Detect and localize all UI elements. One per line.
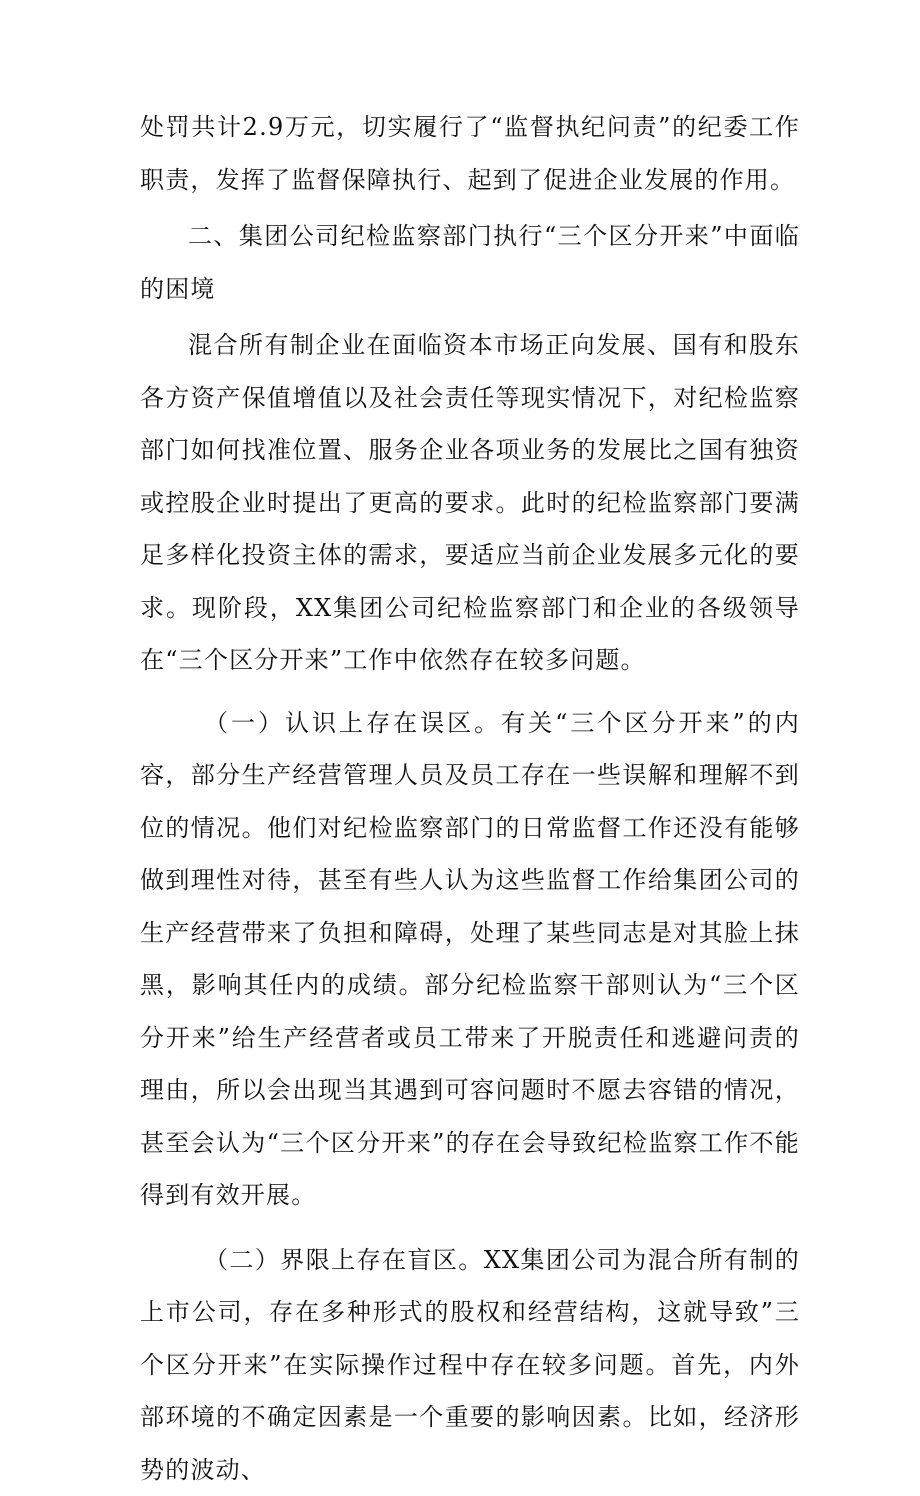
paragraph-point-two: （二）界限上存在盲区。XX集团公司为混合所有制的上市公司，存在多种形式的股权和经营结构，这就导致”三个区分开来”在实际操作过程中存在较多问题。首先，内外部环境的不确定因素是一个重要的影响因素。比如，经济形势的波动、 [140,1234,800,1496]
document-body [140,101,800,1496]
paragraph-point-one: （一）认识上存在误区。有关“三个区分开来”的内容，部分生产经营管理人员及员工存在一些误解和理解不到位的情况。他们对纪检监察部门的日常监督工作还没有能够做到理性对待，甚至有些人认为这些监督工作给集团公司的生产经营带来了负担和障碍，处理了某些同志是对其脸上抹黑，影响其任内的成绩。部分纪检监察干部则认为“三个区分开来”给生产经营者或员工带来了开脱责任和逃避问责的理由，所以会出现当其遇到可容问题时不愿去容错的情况，甚至会认为“三个区分开来”的存在会导致纪检监察工作不能得到有效开展。 [140,697,800,1222]
paragraph-continuation: 处罚共计2.9万元，切实履行了“监督执纪问责”的纪委工作职责，发挥了监督保障执行、起到了促进企业发展的作用。 [140,101,800,206]
paragraph-intro: 混合所有制企业在面临资本市场正向发展、国有和股东各方资产保值增值以及社会责任等现实情况下，对纪检监察部门如何找准位置、服务企业各项业务的发展比之国有独资或控股企业时提出了更高的要求。此时的纪检监察部门要满足多样化投资主体的需求，要适应当前企业发展多元化的要求。现阶段，XX集团公司纪检监察部门和企业的各级领导在“三个区分开来”工作中依然存在较多问题。 [140,319,800,687]
section-heading: 二、集团公司纪检监察部门执行“三个区分开来”中面临的困境 [140,210,800,315]
